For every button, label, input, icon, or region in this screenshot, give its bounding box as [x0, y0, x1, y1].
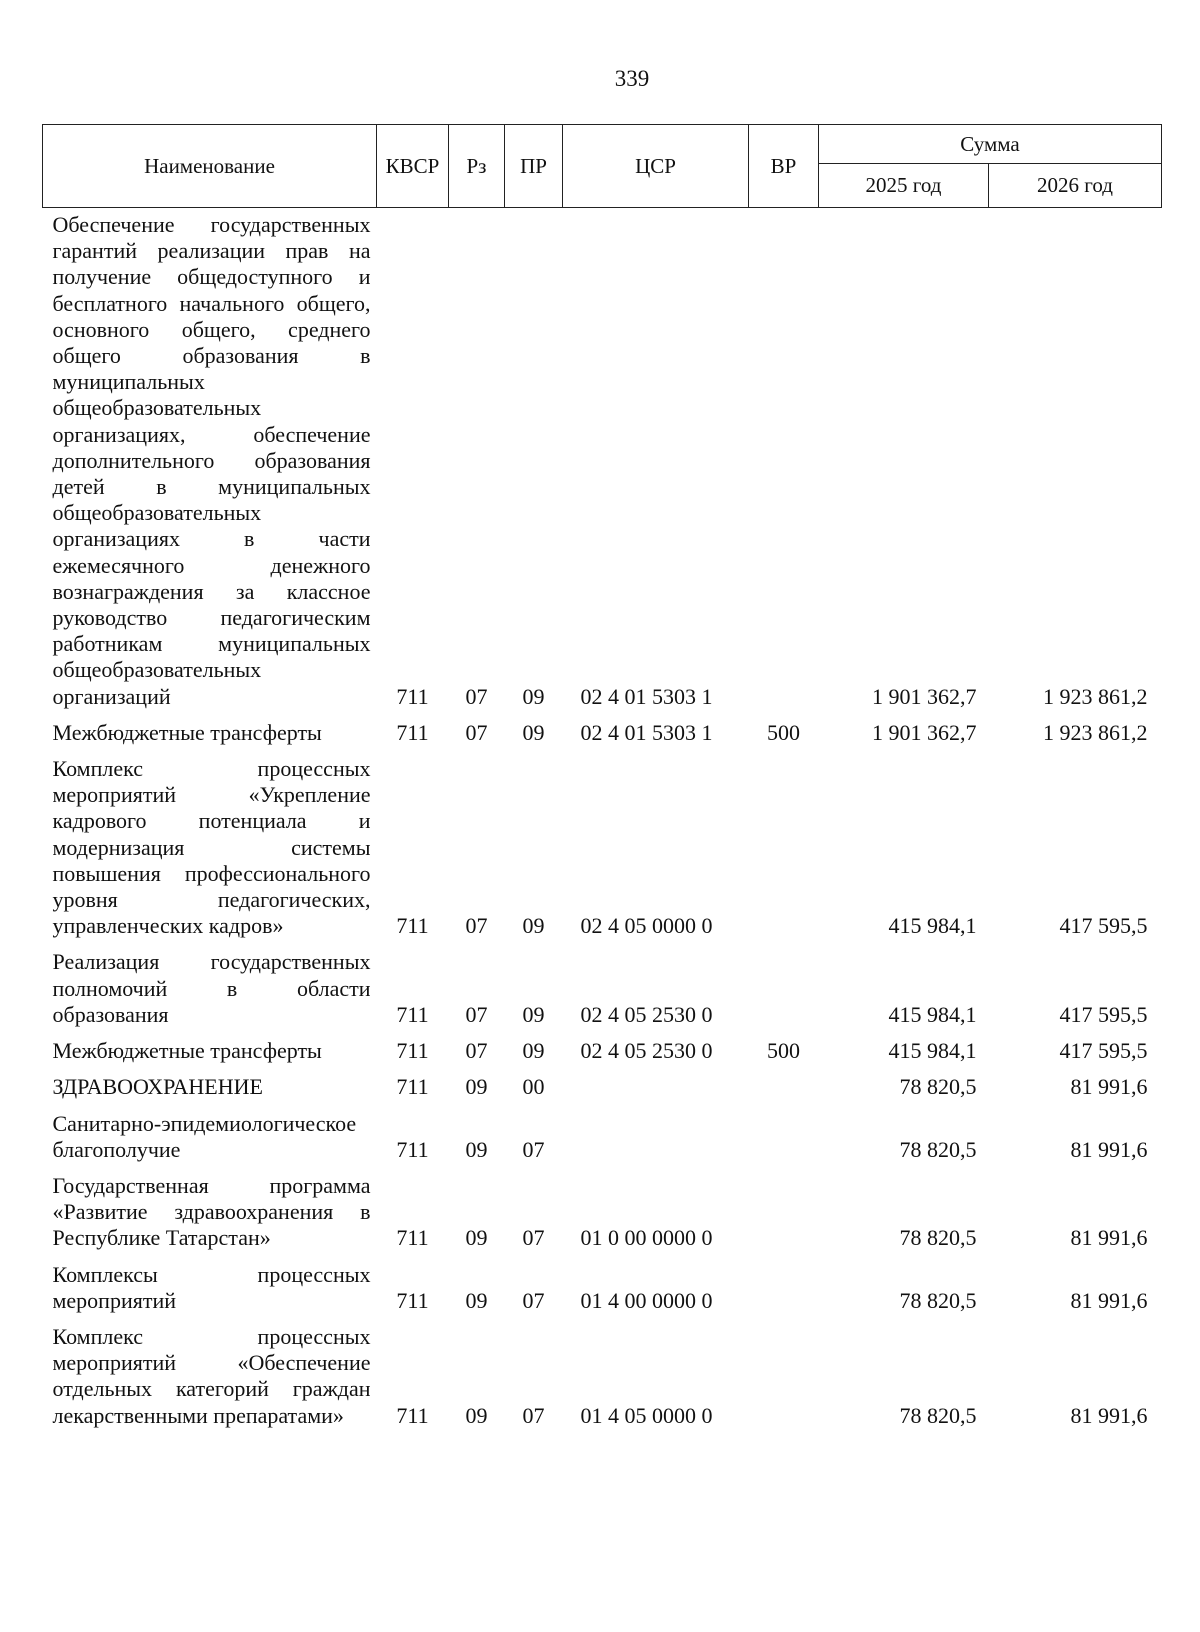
- cell-sum-2025: 1 901 362,7: [872, 719, 977, 745]
- cell-csr: 02 4 01 5303 1: [580, 683, 713, 709]
- table-header: [43, 125, 1162, 208]
- cell-sum-2025: 78 820,5: [899, 1074, 977, 1100]
- cell-csr: 01 4 05 0000 0: [580, 1402, 713, 1428]
- cell-csr: 02 4 05 2530 0: [580, 1038, 713, 1064]
- table-row: [43, 1252, 1162, 1314]
- cell-csr: 02 4 05 0000 0: [580, 913, 713, 939]
- header-year-2026: 2026 год: [989, 164, 1162, 208]
- cell-sum-2026: 81 991,6: [1070, 1136, 1148, 1162]
- cell-vr: [749, 746, 819, 939]
- header-csr: ЦСР: [563, 125, 749, 208]
- cell-sum-2026: 417 595,5: [1059, 1038, 1148, 1064]
- cell-name: Межбюджетные трансферты: [52, 719, 322, 745]
- cell-name: Государственная программа «Развитие здравоохранения в Республике Татарстан»: [52, 1172, 371, 1251]
- cell-name: ЗДРАВООХРАНЕНИЕ: [52, 1074, 263, 1100]
- cell-sum-2025: 78 820,5: [899, 1225, 977, 1251]
- cell-rz: 09: [465, 1402, 488, 1428]
- cell-vr: [749, 1064, 819, 1100]
- header-pr: ПР: [505, 125, 563, 208]
- cell-rz: 09: [465, 1074, 488, 1100]
- budget-table: [42, 124, 1162, 1429]
- cell-vr: 500: [767, 719, 800, 745]
- cell-sum-2025: 415 984,1: [888, 1001, 977, 1027]
- cell-sum-2026: 81 991,6: [1070, 1074, 1148, 1100]
- cell-vr: [749, 1163, 819, 1252]
- cell-rz: 09: [465, 1287, 488, 1313]
- cell-vr: [749, 1314, 819, 1429]
- cell-sum-2026: 81 991,6: [1070, 1225, 1148, 1251]
- cell-name: Реализация государственных полномочий в области образования: [52, 949, 371, 1027]
- cell-name: Комплекс процессных мероприятий «Обеспечение отдельных категорий граждан лекарственными препаратами»: [52, 1323, 371, 1428]
- header-year-2025: 2025 год: [819, 164, 989, 208]
- cell-kvsr: 711: [396, 1287, 429, 1313]
- cell-kvsr: 711: [396, 1038, 429, 1064]
- table-row: [43, 208, 1162, 710]
- table-row: [43, 1101, 1162, 1163]
- cell-sum-2025: 1 901 362,7: [872, 683, 977, 709]
- cell-sum-2025: 415 984,1: [888, 913, 977, 939]
- cell-pr: 00: [522, 1074, 545, 1100]
- cell-pr: 09: [522, 1038, 545, 1064]
- cell-kvsr: 711: [396, 1225, 429, 1251]
- header-kvsr: КВСР: [377, 125, 449, 208]
- cell-rz: 09: [465, 1225, 488, 1251]
- cell-name: Комплекс процессных мероприятий «Укрепление кадрового потенциала и модернизация системы повышения профессионального уровня педагогических, управленческих кадров»: [52, 756, 371, 939]
- table-row: [43, 1064, 1162, 1100]
- table-row: [43, 1028, 1162, 1064]
- cell-name: Обеспечение государственных гарантий реализации прав на получение общедоступного и бесплатного начального общего, основного общего, среднего общего образования в муниципальных общеобразовательных организациях, обеспечение дополнительного образования детей в муниципальных общеобразовательных организациях в части ежемесячного денежного вознаграждения за классное руководство педагогическим работникам муниципальных общеобразовательных организаций: [52, 212, 371, 709]
- cell-kvsr: 711: [396, 1074, 429, 1100]
- header-sum: Сумма: [819, 125, 1162, 164]
- header-rz: Рз: [449, 125, 505, 208]
- cell-rz: 07: [465, 913, 488, 939]
- cell-rz: 07: [465, 1001, 488, 1027]
- cell-vr: [749, 1252, 819, 1314]
- header-vr: ВР: [749, 125, 819, 208]
- table-row: [43, 1314, 1162, 1429]
- cell-pr: 09: [522, 913, 545, 939]
- cell-kvsr: 711: [396, 1001, 429, 1027]
- cell-pr: 07: [522, 1402, 545, 1428]
- cell-rz: 07: [465, 1038, 488, 1064]
- cell-vr: 500: [767, 1038, 800, 1064]
- table-row: [43, 1163, 1162, 1252]
- table-body: [43, 208, 1162, 1429]
- cell-kvsr: 711: [396, 683, 429, 709]
- cell-kvsr: 711: [396, 1136, 429, 1162]
- cell-kvsr: 711: [396, 719, 429, 745]
- cell-sum-2026: 81 991,6: [1070, 1402, 1148, 1428]
- cell-pr: 07: [522, 1225, 545, 1251]
- cell-sum-2025: 78 820,5: [899, 1287, 977, 1313]
- cell-sum-2026: 1 923 861,2: [1043, 683, 1148, 709]
- cell-sum-2026: 1 923 861,2: [1043, 719, 1148, 745]
- cell-sum-2025: 78 820,5: [899, 1402, 977, 1428]
- cell-csr: 02 4 05 2530 0: [580, 1001, 713, 1027]
- cell-sum-2026: 417 595,5: [1059, 1001, 1148, 1027]
- cell-vr: [749, 939, 819, 1028]
- cell-pr: 07: [522, 1136, 545, 1162]
- cell-pr: 09: [522, 719, 545, 745]
- cell-pr: 09: [522, 683, 545, 709]
- cell-kvsr: 711: [396, 1402, 429, 1428]
- cell-pr: 07: [522, 1287, 545, 1313]
- cell-rz: 09: [465, 1136, 488, 1162]
- cell-name: Комплексы процессных мероприятий: [52, 1261, 371, 1313]
- table-row: [43, 746, 1162, 939]
- cell-name: Межбюджетные трансферты: [52, 1038, 322, 1064]
- cell-sum-2026: 417 595,5: [1059, 913, 1148, 939]
- cell-sum-2025: 415 984,1: [888, 1038, 977, 1064]
- cell-vr: [749, 208, 819, 710]
- cell-vr: [749, 1101, 819, 1163]
- cell-csr: [563, 1064, 749, 1100]
- table-row: [43, 939, 1162, 1028]
- page-number: 339: [614, 66, 650, 91]
- cell-sum-2026: 81 991,6: [1070, 1287, 1148, 1313]
- table-row: [43, 710, 1162, 746]
- cell-csr: 01 0 00 0000 0: [580, 1225, 713, 1251]
- cell-sum-2025: 78 820,5: [899, 1136, 977, 1162]
- cell-csr: 01 4 00 0000 0: [580, 1287, 713, 1313]
- cell-csr: [563, 1101, 749, 1163]
- cell-name: Санитарно-эпидемиологическое благополучие: [52, 1110, 357, 1162]
- cell-rz: 07: [465, 719, 488, 745]
- header-name: Наименование: [43, 125, 377, 208]
- cell-pr: 09: [522, 1001, 545, 1027]
- cell-rz: 07: [465, 683, 488, 709]
- cell-kvsr: 711: [396, 913, 429, 939]
- cell-csr: 02 4 01 5303 1: [580, 719, 713, 745]
